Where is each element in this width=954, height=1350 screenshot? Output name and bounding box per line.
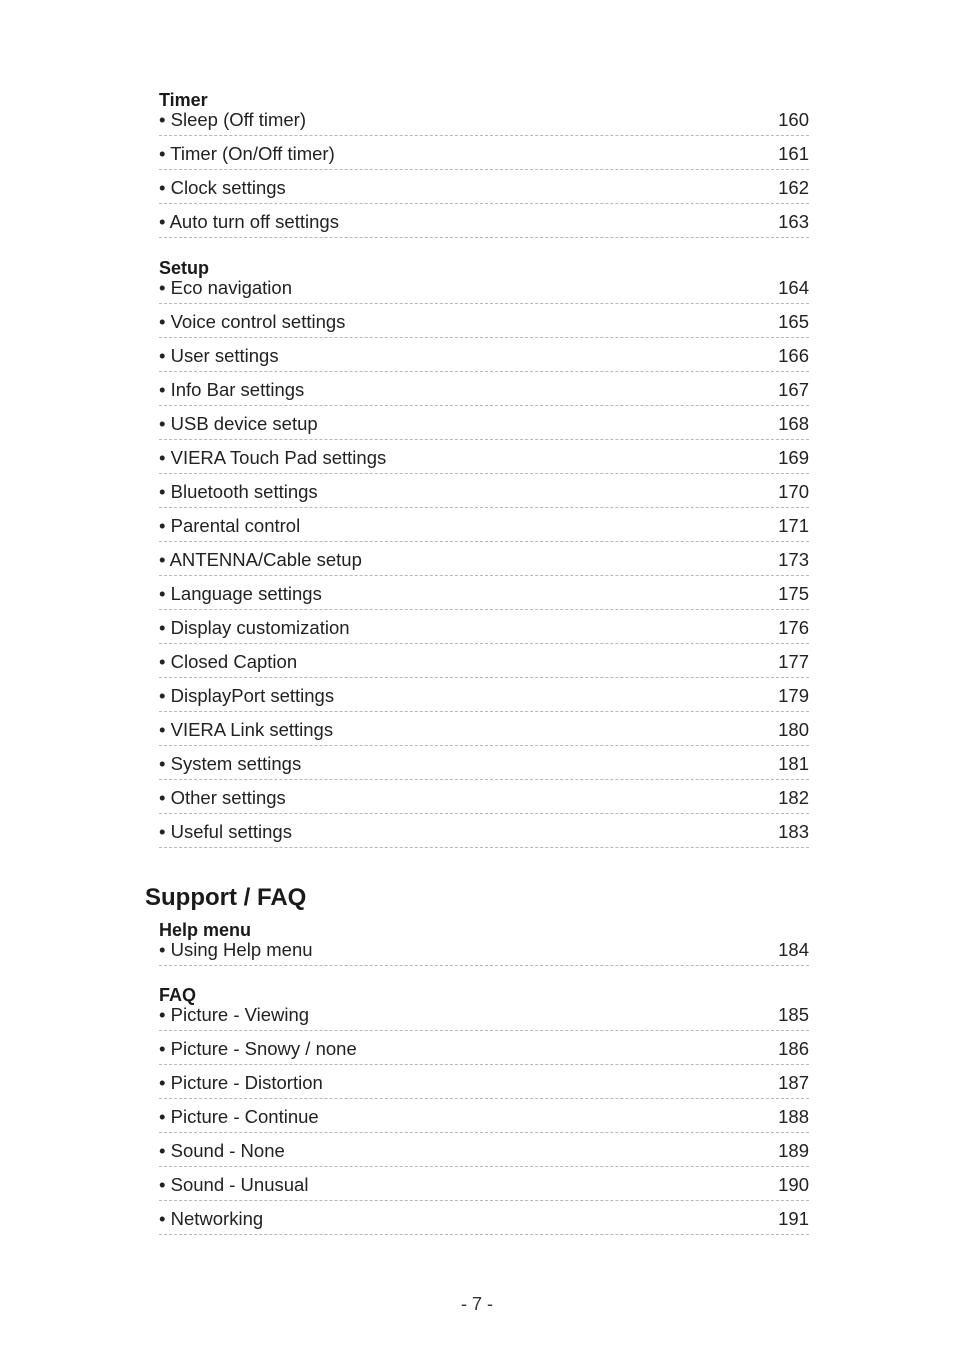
page-number: - 7 - — [460, 1294, 493, 1314]
toc-entry-page: 166 — [778, 345, 809, 366]
toc-entry[interactable] — [159, 1004, 809, 1031]
toc-entry-page: 173 — [778, 549, 809, 570]
toc-entry[interactable] — [159, 610, 809, 644]
toc-group-help-menu — [159, 918, 809, 966]
toc-entry-page: 188 — [778, 1106, 809, 1127]
toc-entry-label: • Auto turn off settings — [159, 211, 339, 232]
toc-entry-label: • Parental control — [159, 515, 301, 536]
toc-entry-label: • Picture - Viewing — [159, 1004, 310, 1025]
toc-entry-page: 182 — [778, 787, 809, 808]
toc-list — [159, 109, 809, 238]
toc-entry[interactable] — [159, 109, 809, 136]
toc-entry-page: 160 — [778, 109, 809, 130]
toc-list — [159, 277, 809, 848]
toc-group-faq — [159, 983, 809, 1235]
toc-entry[interactable] — [159, 1133, 809, 1167]
toc-entry-label: • ANTENNA/Cable setup — [159, 549, 362, 570]
toc-entry-label: • Other settings — [159, 787, 286, 808]
section-title-support-faq: Support / FAQ — [145, 884, 307, 911]
toc-entry-label: • Sound - Unusual — [159, 1174, 309, 1195]
toc-group-timer — [159, 88, 809, 238]
toc-entry[interactable] — [159, 1031, 809, 1065]
toc-entry-page: 171 — [778, 515, 809, 536]
toc-entry[interactable] — [159, 277, 809, 304]
toc-entry-label: • Picture - Continue — [159, 1106, 319, 1127]
toc-entry-label: • Sound - None — [159, 1140, 285, 1161]
toc-entry[interactable] — [159, 644, 809, 678]
toc-entry[interactable] — [159, 304, 809, 338]
toc-entry[interactable] — [159, 406, 809, 440]
toc-entry-label: • Picture - Snowy / none — [159, 1038, 357, 1059]
toc-list — [159, 939, 809, 966]
toc-content — [145, 88, 809, 1235]
toc-entry[interactable] — [159, 576, 809, 610]
toc-entry-page: 167 — [778, 379, 809, 400]
toc-entry-label: • Timer (On/Off timer) — [159, 143, 335, 164]
toc-entry[interactable] — [159, 678, 809, 712]
toc-entry-page: 170 — [778, 481, 809, 502]
toc-entry-label: • VIERA Touch Pad settings — [159, 447, 387, 468]
toc-entry-page: 187 — [778, 1072, 809, 1093]
toc-entry-label: • Voice control settings — [159, 311, 346, 332]
toc-entry-page: 183 — [778, 821, 809, 842]
toc-entry-label: • USB device setup — [159, 413, 318, 434]
toc-entry-label: • Language settings — [159, 583, 322, 604]
toc-entry[interactable] — [159, 1201, 809, 1235]
toc-entry[interactable] — [159, 440, 809, 474]
toc-entry-page: 184 — [778, 939, 809, 960]
toc-entry[interactable] — [159, 746, 809, 780]
toc-entry-page: 169 — [778, 447, 809, 468]
toc-entry[interactable] — [159, 508, 809, 542]
toc-entry-label: • System settings — [159, 753, 302, 774]
toc-entry[interactable] — [159, 814, 809, 848]
toc-entry-label: • Eco navigation — [159, 277, 292, 298]
toc-entry-page: 163 — [778, 211, 809, 232]
toc-entry-page: 175 — [778, 583, 809, 604]
toc-entry[interactable] — [159, 204, 809, 238]
toc-entry-label: • Info Bar settings — [159, 379, 305, 400]
group-heading-help-menu: Help menu — [159, 920, 252, 940]
toc-entry-page: 191 — [778, 1208, 809, 1229]
toc-entry-label: • DisplayPort settings — [159, 685, 335, 706]
toc-entry-page: 161 — [778, 143, 809, 164]
toc-entry[interactable] — [159, 712, 809, 746]
toc-entry-page: 181 — [778, 753, 809, 774]
toc-entry-label: • Networking — [159, 1208, 264, 1229]
toc-entry-label: • Sleep (Off timer) — [159, 109, 306, 130]
toc-entry[interactable] — [159, 939, 809, 966]
toc-entry[interactable] — [159, 170, 809, 204]
toc-entry-page: 189 — [778, 1140, 809, 1161]
toc-entry[interactable] — [159, 1099, 809, 1133]
toc-entry[interactable] — [159, 542, 809, 576]
toc-entry[interactable] — [159, 372, 809, 406]
toc-entry-label: • Picture - Distortion — [159, 1072, 323, 1093]
group-heading-setup: Setup — [159, 258, 210, 278]
toc-entry[interactable] — [159, 136, 809, 170]
toc-entry-page: 180 — [778, 719, 809, 740]
toc-entry-page: 179 — [778, 685, 809, 706]
toc-entry-page: 164 — [778, 277, 809, 298]
toc-entry-label: • Bluetooth settings — [159, 481, 318, 502]
toc-entry-page: 176 — [778, 617, 809, 638]
toc-entry-label: • Useful settings — [159, 821, 292, 842]
group-heading-timer: Timer — [159, 90, 208, 110]
toc-entry-page: 165 — [778, 311, 809, 332]
toc-entry[interactable] — [159, 780, 809, 814]
toc-entry-page: 162 — [778, 177, 809, 198]
toc-entry-page: 190 — [778, 1174, 809, 1195]
toc-entry-label: • Display customization — [159, 617, 350, 638]
toc-entry-label: • Using Help menu — [159, 939, 313, 960]
toc-entry-label: • User settings — [159, 345, 279, 366]
toc-entry-label: • Closed Caption — [159, 651, 298, 672]
group-heading-faq: FAQ — [159, 985, 197, 1005]
toc-entry-page: 186 — [778, 1038, 809, 1059]
toc-group-setup — [159, 256, 809, 848]
toc-entry[interactable] — [159, 338, 809, 372]
toc-list — [159, 1004, 809, 1235]
toc-entry-label: • VIERA Link settings — [159, 719, 334, 740]
toc-entry-page: 168 — [778, 413, 809, 434]
toc-entry[interactable] — [159, 474, 809, 508]
toc-entry-page: 185 — [778, 1004, 809, 1025]
toc-entry[interactable] — [159, 1167, 809, 1201]
toc-entry-label: • Clock settings — [159, 177, 286, 198]
toc-entry[interactable] — [159, 1065, 809, 1099]
toc-entry-page: 177 — [778, 651, 809, 672]
